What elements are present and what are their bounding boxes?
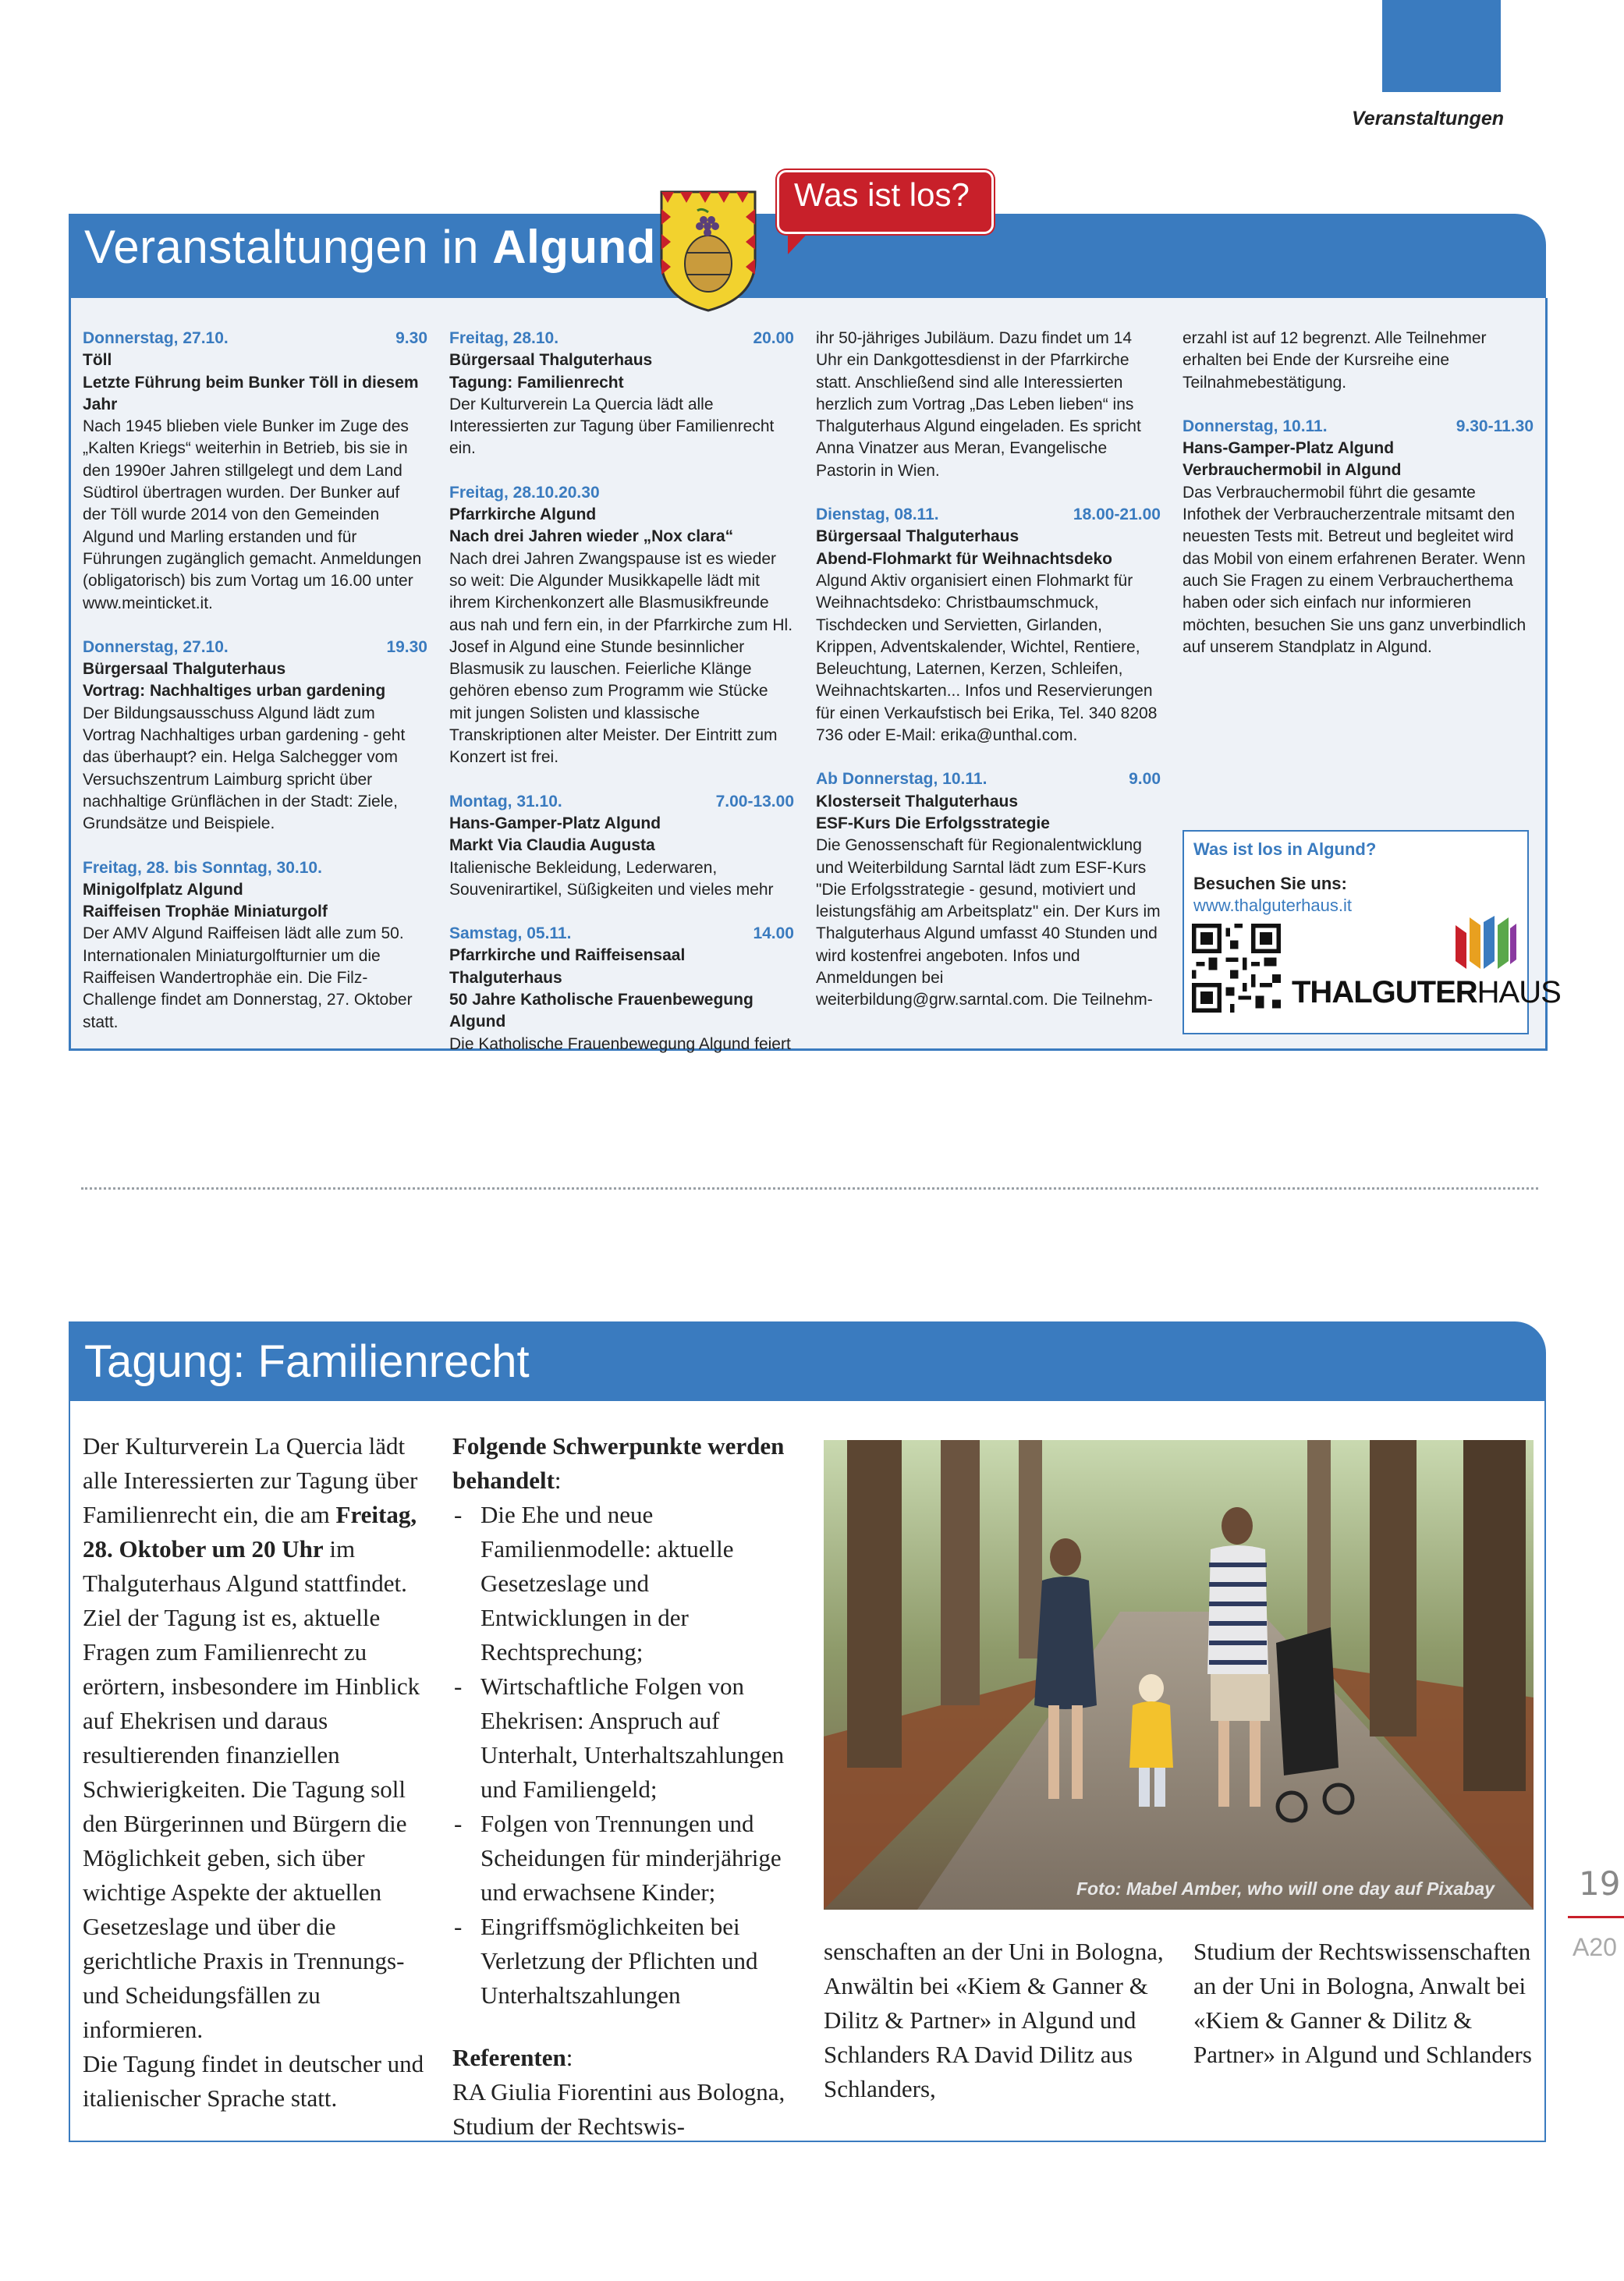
event-location: Hans-Gamper-Platz Algund bbox=[1183, 439, 1395, 458]
speech-bubble-text: Was ist los? bbox=[794, 176, 970, 213]
section-divider bbox=[81, 1187, 1538, 1190]
section-label: Veranstaltungen bbox=[1352, 108, 1504, 129]
article-column-2 bbox=[452, 1429, 796, 2144]
event-location: Bürgersaal Thalguterhaus bbox=[816, 527, 1019, 546]
article-paragraph: Die Tagung findet in deutscher und italienischer Sprache statt. bbox=[83, 2050, 424, 2112]
event-text: Der Kulturverein La Quercia lädt alle Interessierten zur Tagung über Familienrecht ein. bbox=[449, 395, 775, 458]
section-tab bbox=[1382, 0, 1501, 92]
events-column-2 bbox=[449, 328, 794, 1055]
event-date: Dienstag, 08.11. 18.00-21.00 bbox=[816, 506, 1161, 524]
events-column-1 bbox=[83, 328, 427, 1034]
event-date: Donnerstag, 27.10. 19.30 bbox=[83, 637, 427, 656]
coat-of-arms-icon bbox=[657, 189, 760, 314]
event-location: Bürgersaal Thalguterhaus bbox=[83, 660, 286, 679]
info-box-question: Was ist los in Algund? bbox=[1193, 839, 1377, 859]
event-text: ihr 50-jähriges Jubiläum. Dazu findet um 14 Uhr ein Dankgottesdienst in der Pfarrkirche statt. Anschließend sind alle Interessierten herzlich zum Vortrag „Das Leben lieben“ ins Thalguterhaus Algund eingeladen. Es spricht Anna Vinatzer aus Meran, Evangelische Pastorin in Wien. bbox=[816, 329, 1141, 480]
article-column-4: Studium der Rechtswissenschaften an der Uni in Bologna, Anwalt bei «Kiem & Ganner & Dilitz & Partner» in Algund und Schlanders bbox=[1193, 1938, 1532, 2068]
event-date: Donnerstag, 10.11. 9.30-11.30 bbox=[1183, 417, 1534, 435]
event-title: Markt Via Claudia Augusta bbox=[449, 836, 655, 855]
page-code: A20 bbox=[1573, 1933, 1617, 1961]
event-date: Ab Donnerstag, 10.11. 9.00 bbox=[816, 770, 1161, 789]
list-item: - Eingriffsmöglichkeiten bei Verletzung der Pflichten und Unterhaltszahlungen bbox=[452, 1910, 796, 2013]
article-column-1 bbox=[83, 1429, 426, 2116]
event-date: Montag, 31.10. 7.00-13.00 bbox=[449, 792, 794, 811]
title-prefix: Veranstaltungen in bbox=[84, 221, 493, 273]
info-box-visit: Besuchen Sie uns: bbox=[1193, 874, 1347, 893]
family-park-photo bbox=[824, 1440, 1534, 1910]
event-text: erzahl ist auf 12 begrenzt. Alle Teilnehmer erhalten bei Ende der Kursreihe eine Teilnahmebestätigung. bbox=[1183, 329, 1487, 392]
focus-heading: Folgende Schwerpunkte werden behandelt: bbox=[452, 1432, 785, 1494]
title-place: Algund bbox=[492, 221, 656, 273]
event-date: Donnerstag, 27.10. 9.30 bbox=[83, 329, 427, 347]
event-location: Klosterseit Thalguterhaus bbox=[816, 792, 1019, 811]
list-item: - Folgen von Trennungen und Scheidungen für minderjährige und erwachsene Kinder; bbox=[452, 1807, 796, 1910]
event-title: Nach drei Jahren wieder „Nox clara“ bbox=[449, 527, 734, 546]
events-column-3 bbox=[816, 328, 1161, 1012]
thalguterhaus-link[interactable]: www.thalguterhaus.it bbox=[1193, 896, 1352, 915]
event-text: Das Verbrauchermobil führt die gesamte Infothek der Verbraucherzentrale mitsamt den neuesten Tests mit. Betreut und begleitet wird das Mobil von einem erfahrenen Berater. Wenn auch Sie Fragen zu einem Verbraucherthema haben oder sich einfach nur informieren möchten, besuchen Sie uns ganz unverbindlich auf unserem Standplatz in Algund. bbox=[1183, 483, 1526, 656]
list-item: - Die Ehe und neue Familienmodelle: aktuelle Gesetzeslage und Entwicklungen in der Rechtsprechung; bbox=[452, 1498, 796, 1669]
event-date: Freitag, 28. bis Sonntag, 30.10. bbox=[83, 858, 322, 877]
referents-text: RA Giulia Fiorentini aus Bologna, Studium der Rechtswis- bbox=[452, 2078, 785, 2140]
page-number-divider bbox=[1568, 1916, 1624, 1918]
thalguterhaus-logo-text: THALGUTERHAUS bbox=[1292, 975, 1561, 1009]
event-title: Vortrag: Nachhaltiges urban gardening bbox=[83, 682, 386, 701]
event-text: Nach drei Jahren Zwangspause ist es wieder so weit: Die Algunder Musikkapelle lädt mit ihrem Kirchenkonzert alle Blasmusikfreunde aus nah und fern ein, in der Pfarrkirche zum Hl. Josef in Algund eine Stunde besinnlicher Blasmusik zu lauschen. Feierliche Klänge gehören ebenso zum Programm wie Stücke mit jungen Solisten und klassische Transkriptionen alter Meister. Der Eintritt zum Konzert ist frei. bbox=[449, 549, 793, 767]
events-column-4 bbox=[1183, 328, 1534, 658]
event-title: Letzte Führung beim Bunker Töll in diesem Jahr bbox=[83, 373, 419, 413]
event-text: Algund Aktiv organisiert einen Flohmarkt für Weihnachtsdeko: Christbaumschmuck, Tischdecken und Servietten, Girlanden, Krippen, Adventskalender, Wichtel, Rentiere, Beleuchtung, Laternen, Kerzen, Schleifen, Weihnachtskarten... Infos und Reservierungen für einen Verkaufstisch bei Erika, Tel. 340 8208 736 oder E-Mail: erika@unthal.com. bbox=[816, 571, 1158, 745]
event-title: Verbrauchermobil in Algund bbox=[1183, 461, 1402, 480]
event-text: Italienische Bekleidung, Lederwaren, Souvenirartikel, Süßigkeiten und vieles mehr bbox=[449, 858, 774, 899]
event-date: Samstag, 05.11. 14.00 bbox=[449, 924, 794, 943]
list-item: - Wirtschaftliche Folgen von Ehekrisen: Anspruch auf Unterhalt, Unterhaltszahlungen und Familiengeld; bbox=[452, 1669, 796, 1807]
event-title: ESF-Kurs Die Erfolgsstrategie bbox=[816, 814, 1050, 832]
event-date: Freitag, 28.10. 20.00 bbox=[449, 329, 794, 347]
event-date: Freitag, 28.10.20.30 bbox=[449, 483, 600, 502]
event-location: Töll bbox=[83, 351, 112, 370]
event-location: Bürgersaal Thalguterhaus bbox=[449, 351, 653, 370]
event-text: Der Bildungsausschuss Algund lädt zum Vortrag Nachhaltiges urban gardening - geht das überhaupt? ein. Helga Salchegger vom Versuchszentrum Laimburg spricht über nachhaltige Grünflächen in der Stadt: Ziele, Grundsätze und Beispiele. bbox=[83, 704, 406, 833]
event-location: Pfarrkirche Algund bbox=[449, 506, 597, 524]
qr-code-icon[interactable] bbox=[1192, 924, 1281, 1013]
article-title: Tagung: Familienrecht bbox=[84, 1336, 530, 1387]
referents-heading: Referenten: bbox=[452, 2044, 573, 2071]
article-paragraph: Der Kulturverein La Quercia lädt alle Interessierten zur Tagung über Familienrecht ein, die am Freitag, 28. Oktober um 20 Uhr im Thalguterhaus Algund stattfindet. Ziel der Tagung ist es, aktuelle Fragen zum Familienrecht zu erörtern, insbesondere im Hinblick auf Ehekrisen und daraus resultierenden finanziellen Schwierigkeiten. Die Tagung soll den Bürgerinnen und Bürgern die Möglichkeit geben, sich über wichtige Aspekte der aktuellen Gesetzeslage und über die gerichtliche Praxis in Trennungs- und Scheidungsfällen zu informieren. bbox=[83, 1432, 420, 2043]
event-text: Der AMV Algund Raiffeisen lädt alle zum 50. Internationalen Miniaturgolfturnier um die Raiffeisen Wandertrophäe ein. Die Filz-Challenge findet am Donnerstag, 27. Oktober statt. bbox=[83, 924, 413, 1031]
event-location: Hans-Gamper-Platz Algund bbox=[449, 814, 661, 832]
event-location: Pfarrkirche und Raiffeisensaal Thalguterhaus bbox=[449, 946, 686, 987]
events-panel-title bbox=[84, 220, 656, 274]
page-number: 19 bbox=[1579, 1864, 1621, 1903]
photo-credit: Foto: Mabel Amber, who will one day auf Pixabay bbox=[1076, 1878, 1495, 1899]
event-location: Minigolfplatz Algund bbox=[83, 880, 243, 899]
event-title: Tagung: Familienrecht bbox=[449, 373, 624, 392]
event-title: 50 Jahre Katholische Frauenbewegung Algund bbox=[449, 991, 753, 1031]
event-text: Die Genossenschaft für Regionalentwicklung und Weiterbildung Sarntal lädt zum ESF-Kurs "Die Erfolgsstrategie - gesund, motiviert und leistungsfähig am Arbeitsplatz" ein. Der Kurs im Thalguterhaus Algund umfasst 40 Stunden und wird kostenfrei angeboten. Infos und Anmeldungen bei weiterbildung@grw.sarntal.com. Die Teilnehm- bbox=[816, 836, 1161, 1009]
event-text: Nach 1945 blieben viele Bunker im Zuge des „Kalten Kriegs“ weiterhin in Betrieb, bis sie in den 1990er Jahren stillgelegt und dem Land Südtirol übertragen wurden. Der Bunker auf der Töll wurde 2014 von den Gemeinden Algund und Marling erstanden und für Führungen zugänglich gemacht. Anmeldungen (obligatorisch) bis zum Vortag um 16.00 unter www.meinticket.it. bbox=[83, 417, 422, 612]
thalguterhaus-logo-icon bbox=[1454, 914, 1516, 970]
focus-list bbox=[452, 1498, 796, 2013]
event-text: Die Katholische Frauenbewegung Algund feiert bbox=[449, 1034, 791, 1053]
event-title: Raiffeisen Trophäe Miniaturgolf bbox=[83, 903, 328, 921]
event-title: Abend-Flohmarkt für Weihnachtsdeko bbox=[816, 549, 1112, 568]
article-column-3: senschaften an der Uni in Bologna, Anwältin bei «Kiem & Ganner & Dilitz & Partner» in Algund und Schlanders RA David Dilitz aus Schlanders, bbox=[824, 1938, 1164, 2102]
